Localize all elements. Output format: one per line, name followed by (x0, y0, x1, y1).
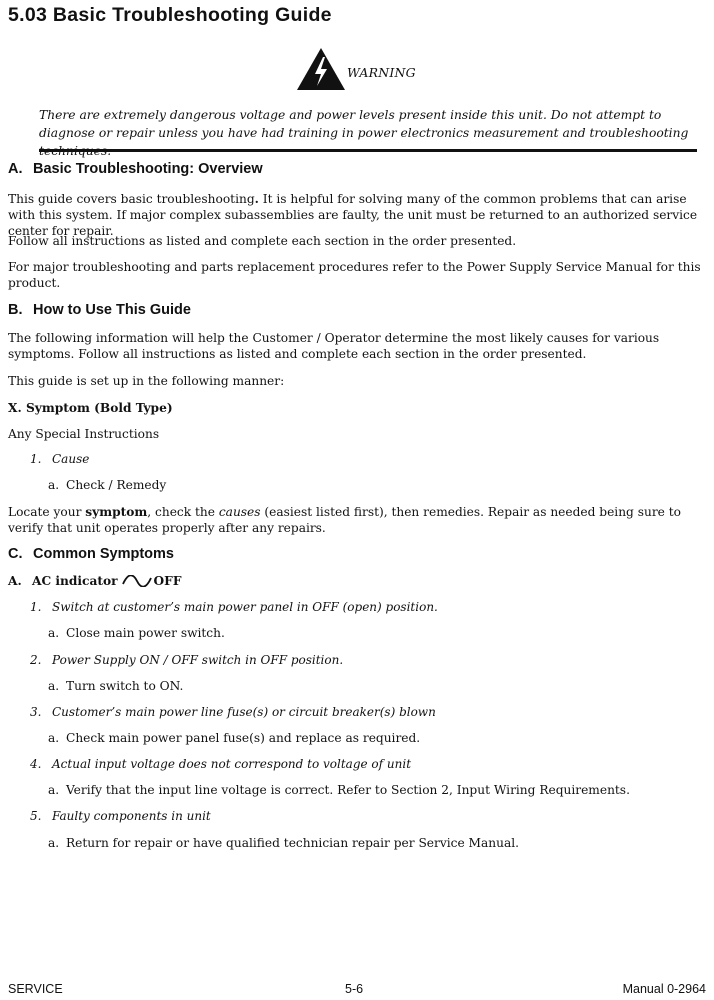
locate-part: , check the (147, 505, 219, 519)
symptom-ac-indicator-off (8, 573, 181, 589)
footer-section-label: SERVICE (8, 982, 63, 996)
cause-text: Power Supply ON / OFF switch in OFF position. (52, 653, 344, 667)
cause-text: Faulty components in unit (52, 809, 211, 823)
remedy-1 (48, 626, 225, 640)
example-remedy-number: a. (48, 478, 60, 492)
remedy-5 (48, 836, 519, 850)
warning-text: There are extremely dangerous voltage and power levels present inside this unit. Do not attempt to diagnose or repair unless you have had training in power electronics measurement and troubleshooting (39, 108, 689, 140)
cause-number: 2. (30, 653, 42, 667)
para1-bold-period: . (254, 192, 259, 206)
section-b-paragraph-1: The following information will help the Customer / Operator determine the most likely causes for various symptoms. Follow all instructions as listed and complete each section in the order presented. (8, 331, 660, 361)
locate-bold: symptom (85, 505, 148, 519)
remedy-4 (48, 783, 630, 797)
warning-label: WARNING (347, 65, 416, 80)
symptom-text: AC indicator (32, 574, 118, 588)
lightning-warning-icon (296, 47, 346, 91)
remedy-text: Close main power switch. (66, 626, 225, 640)
locate-instructions (8, 504, 704, 536)
footer-manual-number: Manual 0-2964 (622, 982, 706, 996)
section-b-heading (8, 302, 191, 318)
remedy-text: Turn switch to ON. (66, 679, 184, 693)
example-remedy-text: Check / Remedy (66, 478, 167, 492)
cause-3 (30, 705, 436, 719)
section-a-letter: A. (8, 161, 23, 177)
cause-2 (30, 653, 343, 667)
page-title: 5.03 Basic Troubleshooting Guide (8, 4, 332, 26)
section-c-title: Common Symptoms (33, 546, 174, 562)
section-a-paragraph-2: Follow all instructions as listed and complete each section in the order presented. (8, 234, 517, 248)
cause-text: Switch at customer’s main power panel in OFF (open) position. (52, 600, 438, 614)
footer-page-number: 5-6 (345, 982, 364, 996)
symptom-letter: A. (8, 574, 22, 588)
ac-sine-wave-icon (122, 575, 152, 587)
remedy-text: Verify that the input line voltage is correct. Refer to Section 2, Input Wiring Requirements. (66, 783, 630, 797)
section-a-paragraph-1 (8, 191, 704, 239)
remedy-number: a. (48, 731, 60, 745)
example-remedy (48, 478, 166, 492)
remedy-number: a. (48, 783, 60, 797)
remedy-text: Return for repair or have qualified technician repair per Service Manual. (66, 836, 520, 850)
remedy-number: a. (48, 836, 60, 850)
locate-part: (easiest listed first), then remedies. Repair as needed being sure to verify that unit operates properly after any repairs. (8, 505, 681, 535)
cause-number: 5. (30, 809, 42, 823)
para1-part: It is helpful for solving many of the common problems that can arise with this system. If major complex subassemblies are faulty, the unit must be returned to an authorized service center for repair. (8, 192, 698, 238)
section-b-letter: B. (8, 302, 23, 318)
cause-4 (30, 757, 411, 771)
locate-part: Locate your (8, 505, 86, 519)
cause-5 (30, 809, 211, 823)
section-a-title: Basic Troubleshooting: Overview (33, 161, 263, 177)
section-b-title: How to Use This Guide (33, 302, 191, 318)
section-a-heading (8, 161, 263, 177)
remedy-number: a. (48, 626, 60, 640)
cause-1 (30, 600, 438, 614)
example-special-instructions: Any Special Instructions (8, 427, 160, 441)
example-cause-text: Cause (52, 452, 90, 466)
cause-number: 3. (30, 705, 42, 719)
example-symptom: X. Symptom (Bold Type) (8, 401, 173, 415)
section-b-paragraph-2: This guide is set up in the following manner: (8, 374, 285, 388)
cause-text: Customer’s main power line fuse(s) or circuit breaker(s) blown (52, 705, 436, 719)
section-c-letter: C. (8, 546, 23, 562)
remedy-3 (48, 731, 420, 745)
cause-text: Actual input voltage does not correspond to voltage of unit (52, 757, 412, 771)
example-cause-number: 1. (30, 452, 42, 466)
locate-italic: causes (218, 505, 261, 519)
remedy-2 (48, 679, 183, 693)
remedy-number: a. (48, 679, 60, 693)
symptom-off-text: OFF (153, 574, 182, 588)
para1-part: This guide covers basic troubleshooting (8, 192, 255, 206)
section-c-heading (8, 546, 174, 562)
section-a-paragraph-3: For major troubleshooting and parts replacement procedures refer to the Power Supply Service Manual for this product. (8, 260, 701, 290)
remedy-text: Check main power panel fuse(s) and replace as required. (66, 731, 421, 745)
cause-number: 1. (30, 600, 42, 614)
cause-number: 4. (30, 757, 42, 771)
warning-divider (39, 149, 697, 152)
warning-banner (0, 47, 714, 91)
example-cause (30, 452, 89, 466)
